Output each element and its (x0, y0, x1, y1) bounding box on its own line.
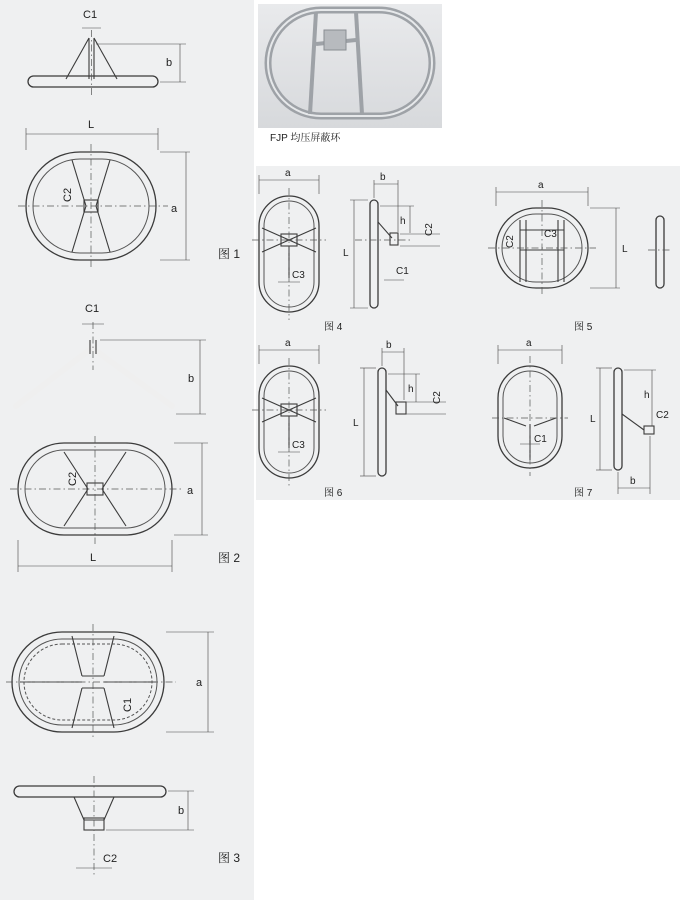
label-l-fig2: L (90, 552, 97, 564)
figure-7-front-view (492, 345, 568, 476)
label-c1-fig2: C1 (85, 303, 100, 315)
label-c3-fig5: C3 (544, 229, 557, 240)
label-c2-fig3: C2 (103, 853, 118, 865)
figure-7-side-view (596, 368, 656, 494)
label-a-fig2: a (187, 485, 194, 497)
figure-5-title: 图 5 (574, 322, 593, 333)
label-b-fig7: b (630, 476, 636, 487)
figure-6-side-view (360, 348, 446, 476)
label-b-fig6: b (386, 340, 392, 351)
figure-2-side-view (16, 322, 206, 414)
label-c1-fig4: C1 (396, 266, 409, 277)
label-b-fig3: b (178, 805, 185, 817)
label-c2-fig2: C2 (67, 471, 79, 486)
figure-1-front-view (18, 128, 190, 270)
label-a-fig4: a (285, 168, 291, 179)
figure-2-title: 图 2 (218, 551, 241, 565)
label-c2-fig5: C2 (505, 235, 516, 248)
figure-2-front-view (10, 436, 208, 572)
figure-3-title: 图 3 (218, 851, 241, 865)
label-a-fig6: a (285, 338, 291, 349)
label-l-fig6: L (353, 418, 359, 429)
label-c2-fig7: C2 (656, 410, 669, 421)
label-l-fig5: L (622, 244, 628, 255)
figure-4-front-view (252, 175, 326, 320)
label-c2-fig6: C2 (432, 391, 443, 404)
label-a-fig5: a (538, 180, 544, 191)
figure-1-title: 图 1 (218, 247, 241, 261)
label-l-fig7: L (590, 414, 596, 425)
label-b-fig2: b (188, 373, 195, 385)
label-c3-fig6: C3 (292, 440, 305, 451)
label-c1-fig7: C1 (534, 434, 547, 445)
label-a-fig3: a (196, 677, 203, 689)
label-a-fig7: a (526, 338, 532, 349)
label-l-fig1: L (88, 119, 95, 131)
label-c3-fig4: C3 (292, 270, 305, 281)
figure-1-side-view (28, 28, 186, 96)
label-b-fig4: b (380, 172, 386, 183)
figure-7-title: 图 7 (574, 488, 593, 499)
label-h-fig4: h (400, 216, 406, 227)
photo-caption: FJP 均压屏蔽环 (270, 133, 341, 144)
figure-3-front-view (6, 624, 214, 740)
label-b-fig1: b (166, 57, 173, 69)
figure-4-side-view (350, 180, 440, 308)
figure-4-title: 图 4 (324, 322, 343, 333)
label-c2-fig4: C2 (424, 223, 435, 236)
label-l-fig4: L (343, 248, 349, 259)
figure-6-front-view (252, 345, 326, 486)
label-a-fig1: a (171, 203, 178, 215)
figure-6-title: 图 6 (324, 488, 343, 499)
figure-5-side-view (648, 216, 672, 288)
label-h-fig7: h (644, 390, 650, 401)
label-c2-fig1: C2 (62, 187, 74, 202)
label-c1-fig3: C1 (122, 697, 134, 712)
label-c1-fig1: C1 (83, 9, 98, 21)
label-h-fig6: h (408, 384, 414, 395)
